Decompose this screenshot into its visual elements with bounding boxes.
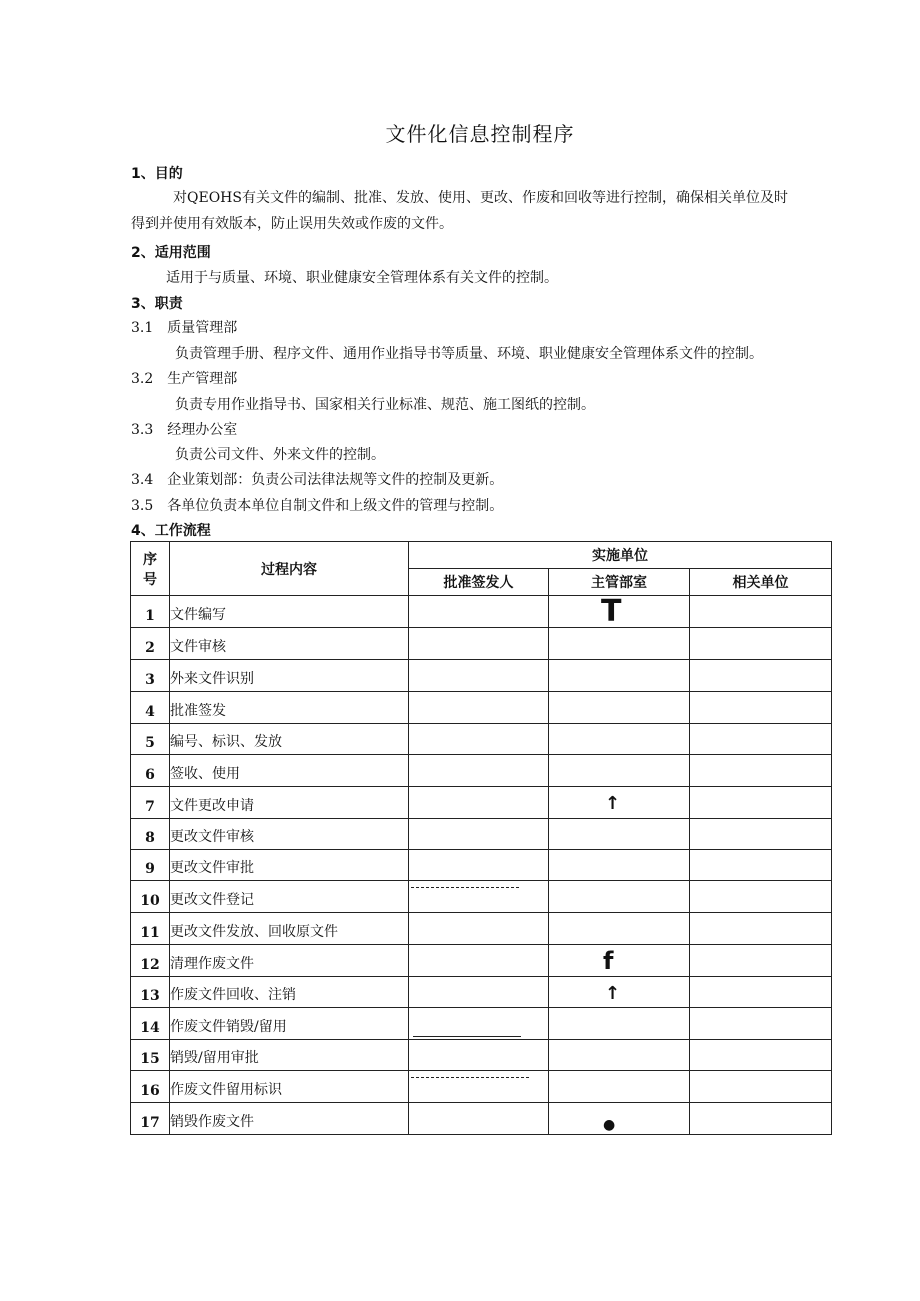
section-3-1-text: 负责管理手册、程序文件、通用作业指导书等质量、环境、职业健康安全管理体系文件的控制。 — [175, 346, 763, 362]
table-row — [131, 819, 832, 850]
table-row — [131, 692, 832, 724]
section-3-heading: 3、职责 — [131, 296, 183, 312]
row-dept — [549, 850, 690, 881]
row-number: 5 — [131, 724, 170, 755]
section-1-body — [131, 185, 831, 237]
row-related — [690, 787, 832, 819]
row-process: 更改文件发放、回收原文件 — [170, 913, 409, 945]
row-related — [690, 692, 832, 724]
row-number: 1 — [131, 596, 170, 628]
section-1-heading: 1、目的 — [131, 166, 183, 182]
table-row — [131, 1040, 832, 1071]
header-related: 相关单位 — [690, 569, 832, 596]
row-approver — [409, 1008, 549, 1040]
row-process: 文件更改申请 — [170, 787, 409, 819]
row-approver — [409, 850, 549, 881]
row-dept — [549, 819, 690, 850]
workflow-table — [130, 541, 832, 1135]
connector-line — [413, 1036, 521, 1037]
row-related — [690, 850, 832, 881]
row-number: 3 — [131, 660, 170, 692]
table-row — [131, 660, 832, 692]
page-title: 文件化信息控制程序 — [385, 122, 575, 146]
section-3-4: 3.4 企业策划部：负责公司法律法规等文件的控制及更新。 — [131, 472, 504, 488]
row-approver — [409, 1040, 549, 1071]
row-process: 销毁/留用审批 — [170, 1040, 409, 1071]
section-3-3-text: 负责公司文件、外来文件的控制。 — [175, 447, 385, 463]
row-related — [690, 819, 832, 850]
flow-marker: T — [601, 594, 622, 629]
table-row — [131, 596, 832, 628]
row-number: 17 — [131, 1103, 170, 1135]
row-process: 销毁作废文件 — [170, 1103, 409, 1135]
header-process: 过程内容 — [170, 542, 409, 596]
connector-line — [411, 887, 519, 888]
row-number: 4 — [131, 692, 170, 724]
row-approver — [409, 724, 549, 755]
row-approver — [409, 596, 549, 628]
row-process: 更改文件登记 — [170, 881, 409, 913]
section-3-5: 3.5 各单位负责本单位自制文件和上级文件的管理与控制。 — [131, 498, 504, 514]
row-approver — [409, 881, 549, 913]
row-related — [690, 977, 832, 1008]
row-dept — [549, 977, 690, 1008]
row-approver — [409, 787, 549, 819]
row-approver — [409, 755, 549, 787]
row-number: 9 — [131, 850, 170, 881]
header-dept: 主管部室 — [549, 569, 690, 596]
table-row — [131, 977, 832, 1008]
row-number: 12 — [131, 945, 170, 977]
header-implementation: 实施单位 — [409, 542, 832, 569]
table-row — [131, 724, 832, 755]
row-process: 签收、使用 — [170, 755, 409, 787]
table-row — [131, 755, 832, 787]
row-number: 11 — [131, 913, 170, 945]
section-3-3-label: 3.3 经理办公室 — [131, 422, 238, 438]
table-row — [131, 945, 832, 977]
row-process: 更改文件审批 — [170, 850, 409, 881]
row-related — [690, 1071, 832, 1103]
table-row — [131, 1008, 832, 1040]
table-row — [131, 850, 832, 881]
row-number: 15 — [131, 1040, 170, 1071]
row-dept — [549, 1071, 690, 1103]
row-related — [690, 913, 832, 945]
row-approver — [409, 977, 549, 1008]
section-1-line-1: 对QEOHS有关文件的编制、批准、发放、使用、更改、作废和回收等进行控制，确保相关单位及时 — [173, 190, 788, 206]
row-related — [690, 628, 832, 660]
row-related — [690, 1040, 832, 1071]
row-related — [690, 881, 832, 913]
row-approver — [409, 913, 549, 945]
row-approver — [409, 1071, 549, 1103]
row-dept — [549, 596, 690, 628]
row-dept — [549, 1008, 690, 1040]
row-dept — [549, 660, 690, 692]
row-number: 8 — [131, 819, 170, 850]
section-3-2-text: 负责专用作业指导书、国家相关行业标准、规范、施工图纸的控制。 — [175, 397, 595, 413]
row-approver — [409, 628, 549, 660]
row-process: 作废文件回收、注销 — [170, 977, 409, 1008]
row-number: 16 — [131, 1071, 170, 1103]
row-process: 外来文件识别 — [170, 660, 409, 692]
section-1-line-2: 得到并使用有效版本，防止误用失效或作废的文件。 — [131, 216, 453, 232]
row-process: 文件编写 — [170, 596, 409, 628]
row-related — [690, 1103, 832, 1135]
row-related — [690, 1008, 832, 1040]
section-4-heading: 4、工作流程 — [131, 523, 211, 539]
row-approver — [409, 660, 549, 692]
header-seq: 序 号 — [131, 542, 170, 596]
connector-line — [411, 1077, 529, 1078]
row-process: 编号、标识、发放 — [170, 724, 409, 755]
header-approver: 批准签发人 — [409, 569, 549, 596]
section-3-2-label: 3.2 生产管理部 — [131, 371, 238, 387]
row-approver — [409, 945, 549, 977]
row-number: 14 — [131, 1008, 170, 1040]
row-related — [690, 596, 832, 628]
table-row — [131, 787, 832, 819]
row-dept — [549, 787, 690, 819]
flow-marker: f — [603, 947, 614, 975]
row-dept — [549, 724, 690, 755]
row-approver — [409, 1103, 549, 1135]
row-process: 作废文件销毁/留用 — [170, 1008, 409, 1040]
table-row — [131, 881, 832, 913]
row-related — [690, 945, 832, 977]
row-process: 清理作废文件 — [170, 945, 409, 977]
row-number: 10 — [131, 881, 170, 913]
row-process: 更改文件审核 — [170, 819, 409, 850]
flow-marker: ↑ — [605, 793, 621, 814]
table-row — [131, 1071, 832, 1103]
table-row — [131, 1103, 832, 1135]
flow-marker: ↑ — [605, 983, 621, 1004]
row-process: 文件审核 — [170, 628, 409, 660]
row-related — [690, 660, 832, 692]
row-number: 2 — [131, 628, 170, 660]
row-approver — [409, 692, 549, 724]
row-dept — [549, 692, 690, 724]
row-process: 批准签发 — [170, 692, 409, 724]
row-dept — [549, 1040, 690, 1071]
row-dept — [549, 913, 690, 945]
section-2-heading: 2、适用范围 — [131, 245, 211, 261]
row-dept — [549, 755, 690, 787]
row-related — [690, 724, 832, 755]
section-3-1-label: 3.1 质量管理部 — [131, 320, 238, 336]
row-dept — [549, 1103, 690, 1135]
row-dept — [549, 628, 690, 660]
table-row — [131, 628, 832, 660]
flow-marker: ● — [603, 1117, 616, 1133]
row-number: 6 — [131, 755, 170, 787]
table-row — [131, 913, 832, 945]
row-related — [690, 755, 832, 787]
section-2-text: 适用于与质量、环境、职业健康安全管理体系有关文件的控制。 — [166, 270, 558, 286]
row-dept — [549, 881, 690, 913]
row-approver — [409, 819, 549, 850]
row-number: 7 — [131, 787, 170, 819]
row-dept — [549, 945, 690, 977]
row-number: 13 — [131, 977, 170, 1008]
row-process: 作废文件留用标识 — [170, 1071, 409, 1103]
